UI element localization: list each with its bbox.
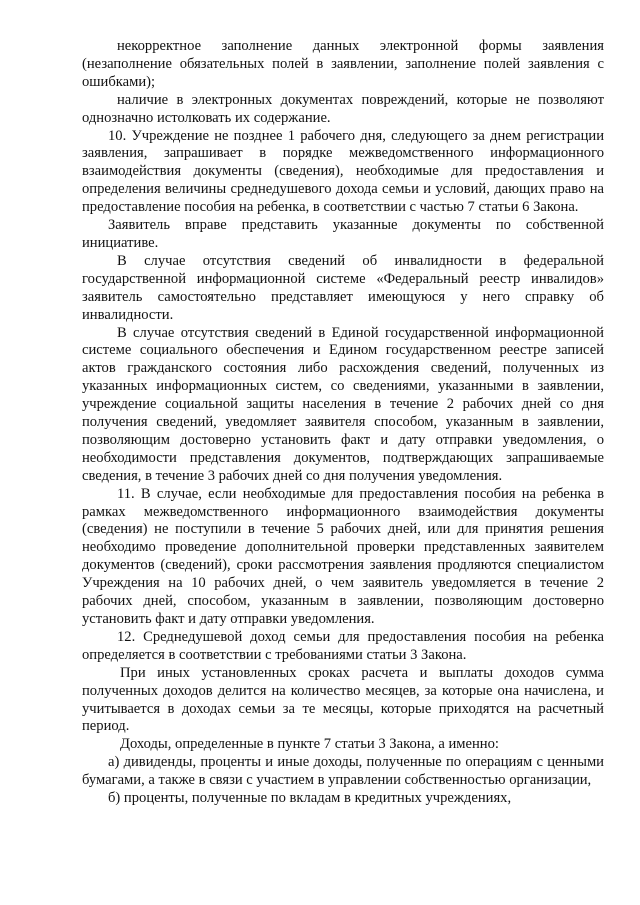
paragraph-applicant-initiative: Заявитель вправе представить указанные документы по собственной инициативе. — [82, 217, 604, 251]
paragraph-income-definition: Доходы, определенные в пункте 7 статьи 3 Закона, а именно: — [120, 736, 499, 753]
paragraph-disability-info: В случае отсутствия сведений об инвалидности в федеральной государственной информационной системе «Федеральный реестр инвалидов» заявитель самостоятельно представляет имеющуюся у него справку об инвалидности. — [82, 252, 604, 323]
paragraph-damaged-documents: наличие в электронных документах повреждений, которые не позволяют однозначно истолковать их содержание. — [82, 91, 604, 126]
paragraph-income-calculation: При иных установленных сроках расчета и выплаты доходов сумма полученных доходов делится на количество месяцев, за которые она начислена, и учитывается в доходах семьи за те месяцы, которые приходятся на расчетный период. — [82, 664, 604, 735]
paragraph-item-11: 11. В случае, если необходимые для предоставления пособия на ребенка в рамках межведомственного информационного взаимодействия документы (сведения) не поступили в течение 5 рабочих дней, или для принятия решения необходимо проведение дополнительной проверки представленных заявителем документов (сведений), сроки рассмотрения заявления продляются специалистом Учреждения на 10 рабочих дней, о чем заявитель уведомляется в течение 2 рабочих дней, способом, указанным в заявлении, позволяющим достоверно установить факт и дату отправки уведомления. — [82, 485, 604, 627]
paragraph-item-10: 10. Учреждение не позднее 1 рабочего дня, следующего за днем регистрации заявления, запрашивает в порядке межведомственного информационного взаимодействия документы (сведения), необходимые для предоставления и определения величины среднедушевого дохода семьи и условий, дающих право на предоставление пособия на ребенка, в соответствии с частью 7 статьи 6 Закона. — [82, 127, 604, 216]
list-item-b: б) проценты, полученные по вкладам в кредитных учреждениях, — [108, 790, 512, 807]
list-item-a: а) дивиденды, проценты и иные доходы, полученные по операциям с ценными бумагами, а также в связи с участием в управлении собственностью организации, — [82, 754, 604, 789]
paragraph-item-12: 12. Среднедушевой доход семьи для предоставления пособия на ребенка определяется в соответствии с требованиями статьи 3 Закона. — [82, 628, 604, 663]
document-text — [82, 38, 604, 808]
paragraph-missing-info: В случае отсутствия сведений в Единой государственной информационной системе социального обеспечения и Едином государственном реестре записей актов гражданского состояния либо расхождения сведений, полученных из указанных информационных систем, со сведениями, указанными в заявлении, учреждение социальной защиты населения в течение 2 рабочих дней со дня получения сведений, уведомляет заявителя способом, указанным в заявлении, позволяющим достоверно установить факт и дату отправки уведомления, о необходимости представления документов, подтверждающих запрашиваемые сведения, в течение 3 рабочих дней со дня получения уведомления. — [82, 324, 604, 484]
paragraph-incorrect-form: некорректное заполнение данных электронной формы заявления (незаполнение обязательных полей в заявлении, заполнение полей заявления с ошибками); — [82, 38, 604, 90]
